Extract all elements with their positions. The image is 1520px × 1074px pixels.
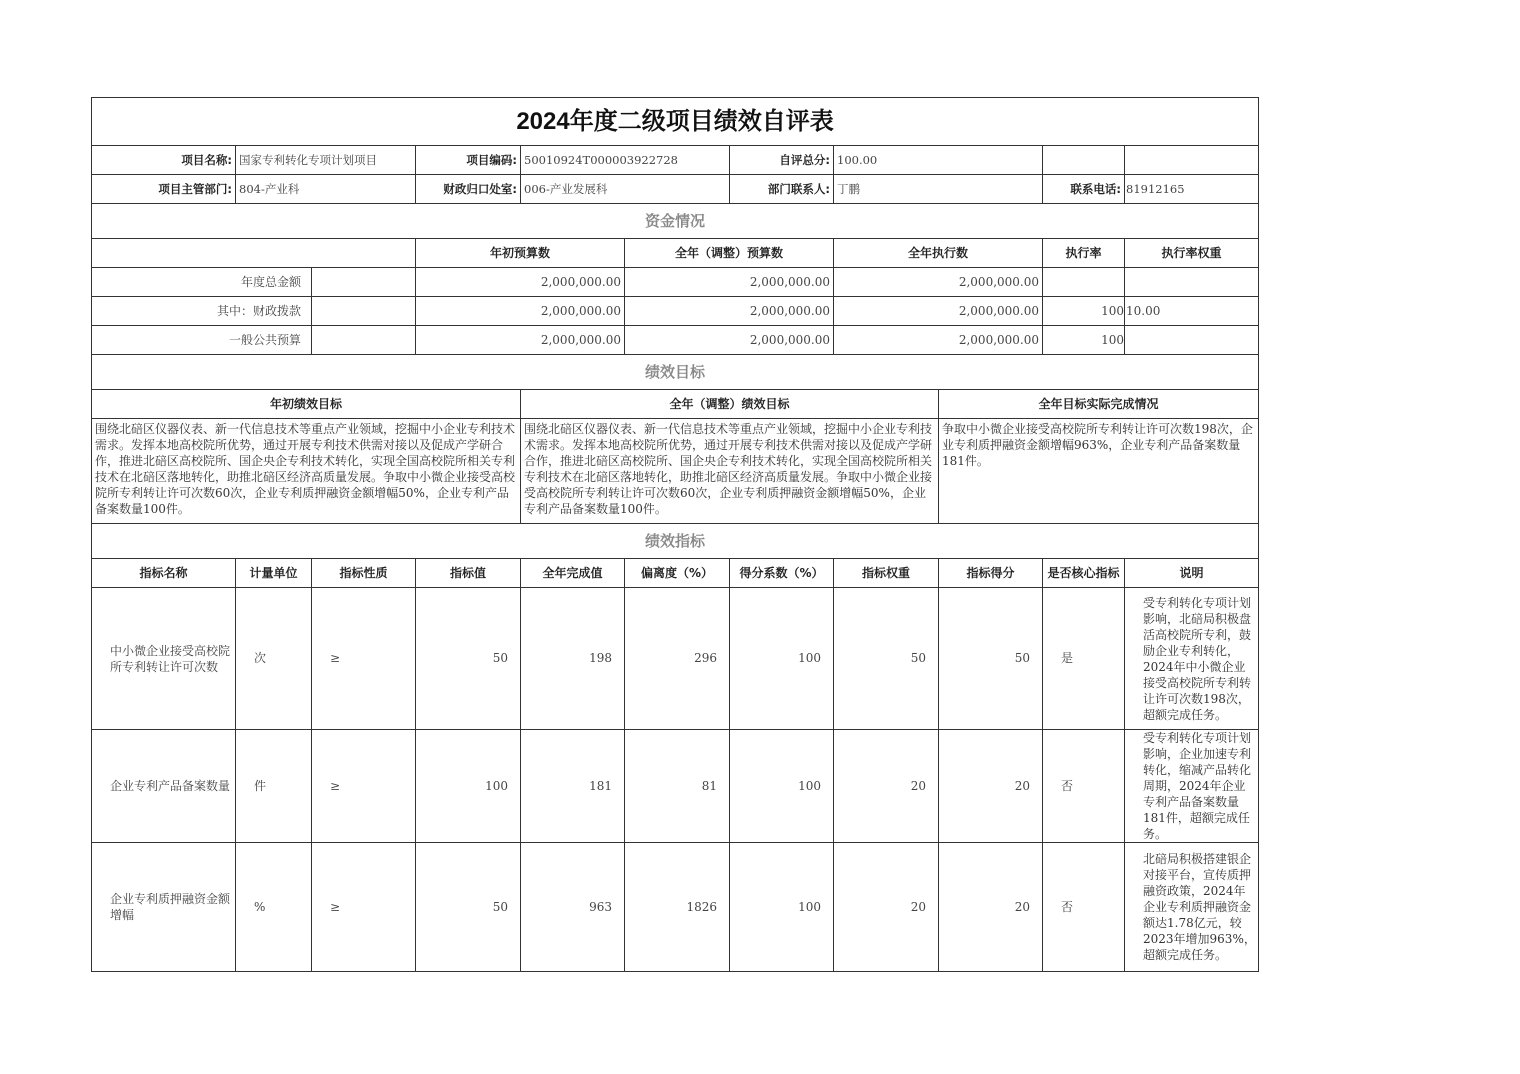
ind-header-coef: 得分系数（%） <box>730 559 834 588</box>
self-score-value: 100.00 <box>834 146 1043 175</box>
goals-initial-text: 围绕北碚区仪器仪表、新一代信息技术等重点产业领域，挖掘中小企业专利技术需求。发挥本地高校院所优势，通过开展专利技术供需对接以及促成产学研合作，推进北碚区高校院所、国企央企专利技术转化，实现全国高校院所相关专利技术在北碚区落地转化，助推北碚区经济高质量发展。争取中小微企业接受高校院所专利转让许可次数60次，企业专利质押融资金额增幅50%，企业专利产品备案数量100件。 <box>92 419 521 524</box>
evaluation-table <box>91 97 1259 972</box>
ind-note: 受专利转化专项计划影响，企业加速专利转化，缩减产品转化周期，2024年企业专利产品备案数量181件，超额完成任务。 <box>1125 730 1259 843</box>
goals-header-adjusted: 全年（调整）绩效目标 <box>521 390 939 419</box>
funds-rate: 100 <box>1043 326 1125 355</box>
ind-weight: 50 <box>834 588 939 730</box>
contact-value: 丁鹏 <box>834 175 1043 204</box>
ind-header-weight: 指标权重 <box>834 559 939 588</box>
ind-deviation: 296 <box>625 588 730 730</box>
project-name-value: 国家专利转化专项计划项目 <box>236 146 416 175</box>
ind-nature: ≥ <box>312 730 416 843</box>
ind-coef: 100 <box>730 730 834 843</box>
section-title-goals: 绩效目标 <box>92 355 1259 390</box>
goals-header-initial: 年初绩效目标 <box>92 390 521 419</box>
ind-name: 中小微企业接受高校院所专利转让许可次数 <box>92 588 236 730</box>
funds-header-executed: 全年执行数 <box>834 239 1043 268</box>
project-code-value: 50010924T000003922728 <box>521 146 730 175</box>
page-title: 2024年度二级项目绩效自评表 <box>92 98 1259 146</box>
goals-header-actual: 全年目标实际完成情况 <box>939 390 1259 419</box>
ind-coef: 100 <box>730 588 834 730</box>
ind-actual: 963 <box>521 843 625 972</box>
finance-office-value: 006-产业发展科 <box>521 175 730 204</box>
goals-adjusted-text: 围绕北碚区仪器仪表、新一代信息技术等重点产业领域，挖掘中小企业专利技术需求。发挥本地高校院所优势，通过开展专利技术供需对接以及促成产学研合作，推进北碚区高校院所、国企央企专利技术转化，实现全国高校院所相关专利技术在北碚区落地转化，助推北碚区经济高质量发展。争取中小微企业接受高校院所专利转让许可次数60次，企业专利质押融资金额增幅50%，企业专利产品备案数量100件。 <box>521 419 939 524</box>
ind-deviation: 81 <box>625 730 730 843</box>
goals-actual-text: 争取中小微企业接受高校院所专利转让许可次数198次，企业专利质押融资金额增幅963%，企业专利产品备案数量181件。 <box>939 419 1259 524</box>
funds-header-weight: 执行率权重 <box>1125 239 1259 268</box>
funds-row <box>92 326 1259 355</box>
ind-header-score: 指标得分 <box>939 559 1043 588</box>
funds-row-label: 年度总金额 <box>92 268 312 297</box>
dept-label: 项目主管部门: <box>92 175 236 204</box>
indicator-row <box>92 588 1259 730</box>
indicator-row <box>92 843 1259 972</box>
funds-header-blank <box>92 239 416 268</box>
ind-note: 北碚局积极搭建银企对接平台，宣传质押融资政策，2024年企业专利质押融资金额达1.78亿元，较2023年增加963%，超额完成任务。 <box>1125 843 1259 972</box>
ind-header-unit: 计量单位 <box>236 559 312 588</box>
ind-core: 否 <box>1043 843 1125 972</box>
indicator-row <box>92 730 1259 843</box>
ind-core: 是 <box>1043 588 1125 730</box>
funds-weight <box>1125 268 1259 297</box>
ind-header-core: 是否核心指标 <box>1043 559 1125 588</box>
ind-unit: % <box>236 843 312 972</box>
funds-adjusted: 2,000,000.00 <box>625 268 834 297</box>
self-score-label: 自评总分: <box>730 146 834 175</box>
ind-target: 100 <box>416 730 521 843</box>
performance-evaluation-sheet <box>91 97 1258 972</box>
project-name-label: 项目名称: <box>92 146 236 175</box>
ind-note: 受专利转化专项计划影响，北碚局积极盘活高校院所专利，鼓励企业专利转化，2024年中小微企业接受高校院所专利转让许可次数198次，超额完成任务。 <box>1125 588 1259 730</box>
ind-core: 否 <box>1043 730 1125 843</box>
ind-coef: 100 <box>730 843 834 972</box>
funds-weight: 10.00 <box>1125 297 1259 326</box>
funds-rate: 100 <box>1043 297 1125 326</box>
ind-actual: 181 <box>521 730 625 843</box>
ind-unit: 件 <box>236 730 312 843</box>
ind-target: 50 <box>416 588 521 730</box>
empty-cell <box>1125 146 1259 175</box>
project-code-label: 项目编码: <box>416 146 521 175</box>
funds-executed: 2,000,000.00 <box>834 297 1043 326</box>
empty-cell <box>1043 146 1125 175</box>
section-title-indicators: 绩效指标 <box>92 524 1259 559</box>
funds-weight <box>1125 326 1259 355</box>
funds-header-initial: 年初预算数 <box>416 239 625 268</box>
funds-initial: 2,000,000.00 <box>416 297 625 326</box>
funds-executed: 2,000,000.00 <box>834 326 1043 355</box>
funds-initial: 2,000,000.00 <box>416 326 625 355</box>
funds-header-adjusted: 全年（调整）预算数 <box>625 239 834 268</box>
ind-nature: ≥ <box>312 843 416 972</box>
ind-name: 企业专利质押融资金额增幅 <box>92 843 236 972</box>
ind-header-target: 指标值 <box>416 559 521 588</box>
ind-nature: ≥ <box>312 588 416 730</box>
dept-value: 804-产业科 <box>236 175 416 204</box>
ind-score: 20 <box>939 843 1043 972</box>
finance-office-label: 财政归口处室: <box>416 175 521 204</box>
ind-actual: 198 <box>521 588 625 730</box>
funds-row-label: 其中：财政拨款 <box>92 297 312 326</box>
funds-adjusted: 2,000,000.00 <box>625 326 834 355</box>
ind-unit: 次 <box>236 588 312 730</box>
ind-header-nature: 指标性质 <box>312 559 416 588</box>
funds-row-label: 一般公共预算 <box>92 326 312 355</box>
phone-label: 联系电话: <box>1043 175 1125 204</box>
ind-name: 企业专利产品备案数量 <box>92 730 236 843</box>
ind-header-name: 指标名称 <box>92 559 236 588</box>
funds-row <box>92 268 1259 297</box>
funds-row <box>92 297 1259 326</box>
funds-initial: 2,000,000.00 <box>416 268 625 297</box>
ind-weight: 20 <box>834 730 939 843</box>
funds-adjusted: 2,000,000.00 <box>625 297 834 326</box>
ind-header-note: 说明 <box>1125 559 1259 588</box>
ind-deviation: 1826 <box>625 843 730 972</box>
funds-header-rate: 执行率 <box>1043 239 1125 268</box>
ind-score: 20 <box>939 730 1043 843</box>
funds-rate <box>1043 268 1125 297</box>
section-title-funds: 资金情况 <box>92 204 1259 239</box>
ind-header-actual: 全年完成值 <box>521 559 625 588</box>
phone-value: 81912165 <box>1125 175 1259 204</box>
contact-label: 部门联系人: <box>730 175 834 204</box>
ind-score: 50 <box>939 588 1043 730</box>
ind-target: 50 <box>416 843 521 972</box>
ind-header-deviation: 偏离度（%） <box>625 559 730 588</box>
ind-weight: 20 <box>834 843 939 972</box>
funds-executed: 2,000,000.00 <box>834 268 1043 297</box>
